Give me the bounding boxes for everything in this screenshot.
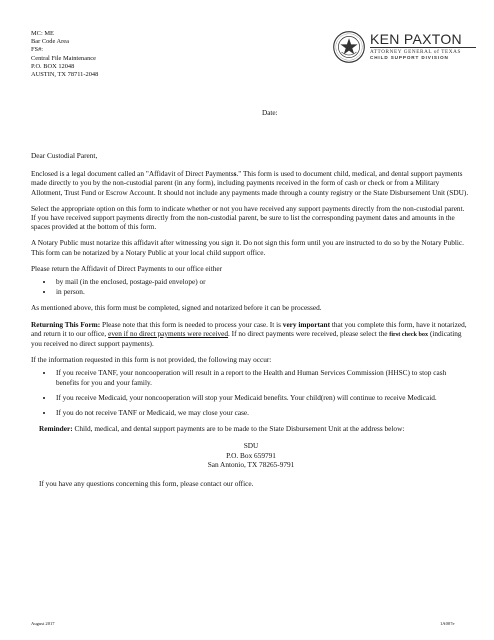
date-label: Date: bbox=[262, 109, 278, 117]
list-item: • in person. bbox=[54, 287, 471, 296]
address-line: San Antonio, TX 78265-9791 bbox=[207, 459, 295, 469]
agency-logo bbox=[333, 31, 473, 65]
address-line: MC: ME bbox=[31, 30, 54, 37]
consequences-list bbox=[31, 368, 471, 417]
address-line: FS#: bbox=[31, 46, 44, 54]
reminder-paragraph: Reminder: Child, medical, and dental support payments are to be made to the State Disbursement Unit at the address below: bbox=[39, 424, 405, 434]
processing-note: As mentioned above, this form must be completed, signed and notarized before it can be processed. bbox=[31, 303, 322, 313]
list-item: • by mail (in the enclosed, postage-paid envelope) or bbox=[54, 277, 471, 286]
logo-title: ATTORNEY GENERAL of TEXAS bbox=[370, 49, 461, 55]
list-item: • If you receive Medicaid, your noncooperation will stop your Medicaid benefits. Your child(ren) will continue to receive Medicaid. bbox=[54, 393, 471, 402]
address-line: SDU bbox=[243, 441, 259, 451]
return-methods-list bbox=[31, 277, 471, 296]
logo-divider bbox=[370, 47, 476, 48]
options-paragraph: Select the appropriate option on this form to indicate whether or not you have received any support payments directly from the non-custodial parent. If you have received support payments directly from the non-custodial parent, be sure to list the corresponding payment dates and amounts in the spaces provided at the bottom of this form. bbox=[31, 203, 465, 232]
address-line: Central File Maintenance bbox=[31, 54, 96, 62]
returning-form-paragraph: Returning This Form: Please note that this form is needed to process your case. It is very important that you complete this form, have it notarized, and return it to our office, even if no direct payments were received. If no direct payments were received, please select the first check box (indicating you received no direct support payments). bbox=[31, 319, 467, 349]
letter-body bbox=[31, 151, 471, 488]
notary-paragraph: A Notary Public must notarize this affidavit after witnessing you sign it. Do not sign this form until you are instructed to do so by the Notary Public. This form can be notarized by a Notary Public at your local child support office. bbox=[31, 238, 464, 257]
form-date: August 2017 bbox=[31, 621, 55, 626]
address-line: Bar Code Area bbox=[31, 38, 69, 46]
return-instructions: Please return the Affidavit of Direct Payments to our office either bbox=[31, 263, 223, 273]
list-item: • If you do not receive TANF or Medicaid, we may close your case. bbox=[54, 408, 471, 417]
logo-name: KEN PAXTON bbox=[370, 31, 462, 47]
form-code: 1A007e bbox=[440, 621, 455, 626]
sdu-address bbox=[31, 441, 471, 469]
logo-division: CHILD SUPPORT DIVISION bbox=[370, 55, 449, 60]
consequences-intro: If the information requested in this form is not provided, the following may occur: bbox=[31, 355, 272, 365]
intro-paragraph: Enclosed is a legal document called an "Affidavit of Direct Paymentss." This form is used to document child, medical, and dental support payments made directly to you by the non-custodial parent (in any form), including payments received in the form of cash or check or from a Military Allotment, Trust Fund or Escrow Account. It should not include any payments made through a county registry or the State Disbursement Unit (SDU). bbox=[31, 169, 469, 197]
mailing-address-block bbox=[31, 30, 98, 79]
address-line: P.O. BOX 12048 bbox=[31, 62, 75, 70]
salutation: Dear Custodial Parent, bbox=[31, 151, 98, 160]
list-item: • If you receive TANF, your noncooperation will result in a report to the Health and Human Services Commission (HHSC) to stop cash benefits for you and your family. bbox=[54, 368, 471, 386]
address-line: AUSTIN, TX 78711-2048 bbox=[31, 71, 99, 79]
closing-line: If you have any questions concerning this form, please contact our office. bbox=[39, 479, 254, 489]
address-line: P.O. Box 659791 bbox=[226, 450, 276, 460]
texas-seal-icon bbox=[333, 31, 365, 63]
